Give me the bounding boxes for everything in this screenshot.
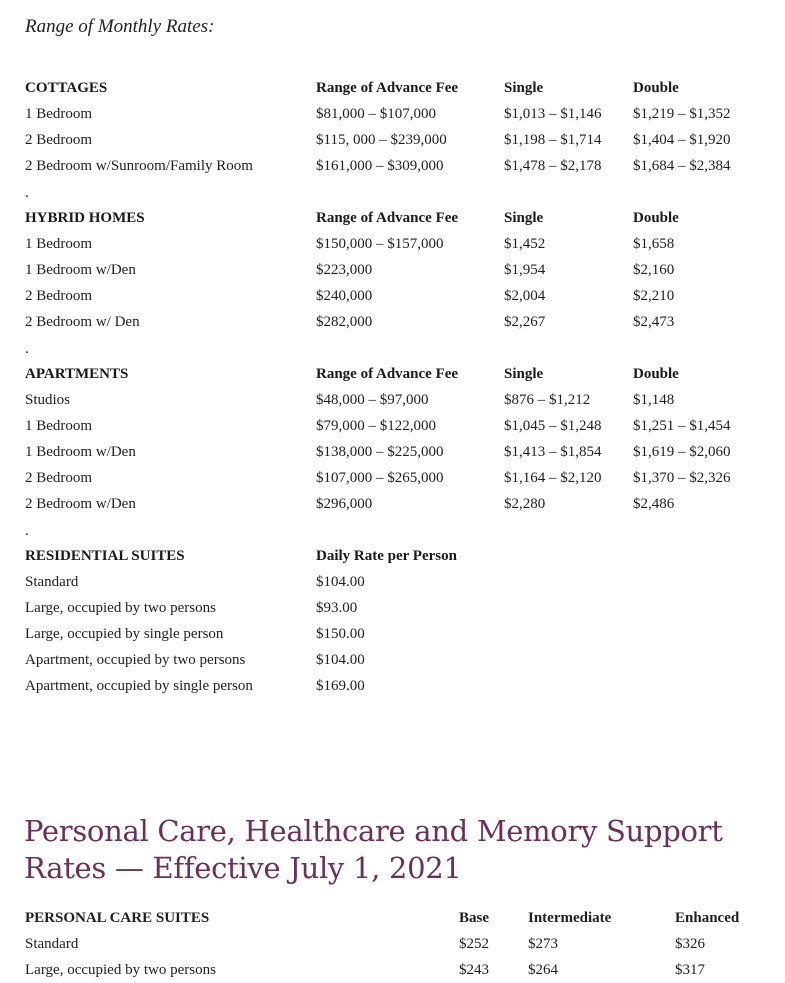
table-header-row	[25, 75, 753, 101]
suite-type: Large, occupied by single person	[25, 626, 224, 642]
table-row	[25, 569, 504, 595]
double-rate: $1,148	[633, 392, 675, 408]
unit-type: 1 Bedroom	[25, 106, 93, 122]
column-header: Range of Advance Fee	[316, 210, 459, 226]
single-rate: $1,954	[504, 262, 546, 278]
double-rate: $2,210	[633, 288, 675, 304]
double-rate: $1,251 – $1,454	[633, 418, 731, 434]
column-header: Double	[633, 210, 679, 226]
daily-rate: $93.00	[316, 600, 358, 616]
single-rate: $1,413 – $1,854	[504, 444, 602, 460]
suite-type: Standard	[25, 574, 79, 590]
advance-fee: $107,000 – $265,000	[316, 470, 444, 486]
single-rate: $1,045 – $1,248	[504, 418, 602, 434]
column-header: Enhanced	[675, 910, 740, 926]
single-rate: $1,452	[504, 236, 546, 252]
single-rate: $2,280	[504, 496, 546, 512]
advance-fee: $81,000 – $107,000	[316, 106, 436, 122]
column-header: Intermediate	[528, 910, 612, 926]
double-rate: $1,658	[633, 236, 675, 252]
care-rates-heading: Personal Care, Healthcare and Memory Support Rates — Effective July 1, 2021	[24, 814, 723, 885]
cottages-table	[25, 75, 753, 179]
table-row	[25, 387, 753, 413]
residential-suites-table	[25, 543, 504, 699]
column-header: Daily Rate per Person	[316, 548, 457, 564]
separator-dot: .	[25, 341, 29, 357]
separator-dot: .	[25, 185, 29, 201]
daily-rate: $104.00	[316, 652, 365, 668]
daily-rate: $169.00	[316, 678, 365, 694]
advance-fee: $161,000 – $309,000	[316, 158, 444, 174]
advance-fee: $115, 000 – $239,000	[316, 132, 447, 148]
daily-rate: $104.00	[316, 574, 365, 590]
base-rate: $252	[459, 936, 489, 952]
advance-fee: $48,000 – $97,000	[316, 392, 429, 408]
unit-type: 2 Bedroom	[25, 470, 93, 486]
monthly-rates-title: Range of Monthly Rates:	[25, 16, 215, 37]
base-rate: $243	[459, 962, 489, 978]
unit-type: 2 Bedroom	[25, 288, 93, 304]
daily-rate: $150.00	[316, 626, 365, 642]
single-rate: $2,004	[504, 288, 546, 304]
single-rate: $876 – $1,212	[504, 392, 591, 408]
table-row	[25, 127, 753, 153]
single-rate: $1,164 – $2,120	[504, 470, 602, 486]
table-row	[25, 231, 753, 257]
section-heading: APARTMENTS	[25, 366, 129, 382]
section-heading: COTTAGES	[25, 80, 108, 96]
table-header-row	[25, 361, 753, 387]
column-header: Single	[504, 210, 544, 226]
section-heading: RESIDENTIAL SUITES	[25, 548, 185, 564]
table-row	[25, 309, 753, 335]
table-row	[25, 673, 504, 699]
advance-fee: $150,000 – $157,000	[316, 236, 444, 252]
column-header: Base	[459, 910, 489, 926]
double-rate: $2,486	[633, 496, 675, 512]
intermediate-rate: $273	[528, 936, 558, 952]
table-row	[25, 101, 753, 127]
double-rate: $1,619 – $2,060	[633, 444, 731, 460]
enhanced-rate: $317	[675, 962, 705, 978]
intermediate-rate: $264	[528, 962, 558, 978]
personal-care-table	[25, 905, 765, 983]
advance-fee: $138,000 – $225,000	[316, 444, 444, 460]
suite-type: Large, occupied by two persons	[25, 962, 216, 978]
table-row	[25, 439, 753, 465]
single-rate: $1,198 – $1,714	[504, 132, 602, 148]
column-header: Double	[633, 80, 679, 96]
unit-type: Studios	[25, 392, 71, 408]
table-header-row	[25, 543, 504, 569]
unit-type: 2 Bedroom w/Den	[25, 496, 136, 512]
single-rate: $2,267	[504, 314, 546, 330]
hybrid-homes-table	[25, 205, 753, 335]
section-heading: PERSONAL CARE SUITES	[25, 910, 210, 926]
table-row	[25, 257, 753, 283]
advance-fee: $296,000	[316, 496, 373, 512]
unit-type: 2 Bedroom w/Sunroom/Family Room	[25, 158, 253, 174]
table-row	[25, 595, 504, 621]
table-row	[25, 647, 504, 673]
column-header: Range of Advance Fee	[316, 366, 459, 382]
suite-type: Apartment, occupied by two persons	[25, 652, 246, 668]
double-rate: $2,160	[633, 262, 675, 278]
advance-fee: $240,000	[316, 288, 373, 304]
single-rate: $1,013 – $1,146	[504, 106, 602, 122]
double-rate: $1,684 – $2,384	[633, 158, 731, 174]
unit-type: 2 Bedroom w/ Den	[25, 314, 140, 330]
table-row	[25, 491, 753, 517]
double-rate: $1,219 – $1,352	[633, 106, 731, 122]
table-row	[25, 153, 753, 179]
suite-type: Large, occupied by two persons	[25, 600, 216, 616]
suite-type: Standard	[25, 936, 79, 952]
double-rate: $1,370 – $2,326	[633, 470, 731, 486]
unit-type: 1 Bedroom	[25, 418, 93, 434]
table-row	[25, 413, 753, 439]
table-row	[25, 283, 753, 309]
table-row	[25, 465, 753, 491]
advance-fee: $223,000	[316, 262, 373, 278]
advance-fee: $282,000	[316, 314, 373, 330]
table-row	[25, 621, 504, 647]
advance-fee: $79,000 – $122,000	[316, 418, 436, 434]
unit-type: 1 Bedroom	[25, 236, 93, 252]
unit-type: 2 Bedroom	[25, 132, 93, 148]
table-row	[25, 931, 765, 957]
column-header: Single	[504, 366, 544, 382]
separator-dot: .	[25, 523, 29, 539]
enhanced-rate: $326	[675, 936, 705, 952]
section-heading: HYBRID HOMES	[25, 210, 145, 226]
single-rate: $1,478 – $2,178	[504, 158, 602, 174]
table-header-row	[25, 205, 753, 231]
table-row	[25, 957, 765, 983]
column-header: Double	[633, 366, 679, 382]
suite-type: Apartment, occupied by single person	[25, 678, 253, 694]
column-header: Single	[504, 80, 544, 96]
unit-type: 1 Bedroom w/Den	[25, 262, 136, 278]
column-header: Range of Advance Fee	[316, 80, 459, 96]
table-header-row	[25, 905, 765, 931]
double-rate: $1,404 – $1,920	[633, 132, 731, 148]
unit-type: 1 Bedroom w/Den	[25, 444, 136, 460]
double-rate: $2,473	[633, 314, 675, 330]
apartments-table	[25, 361, 753, 517]
